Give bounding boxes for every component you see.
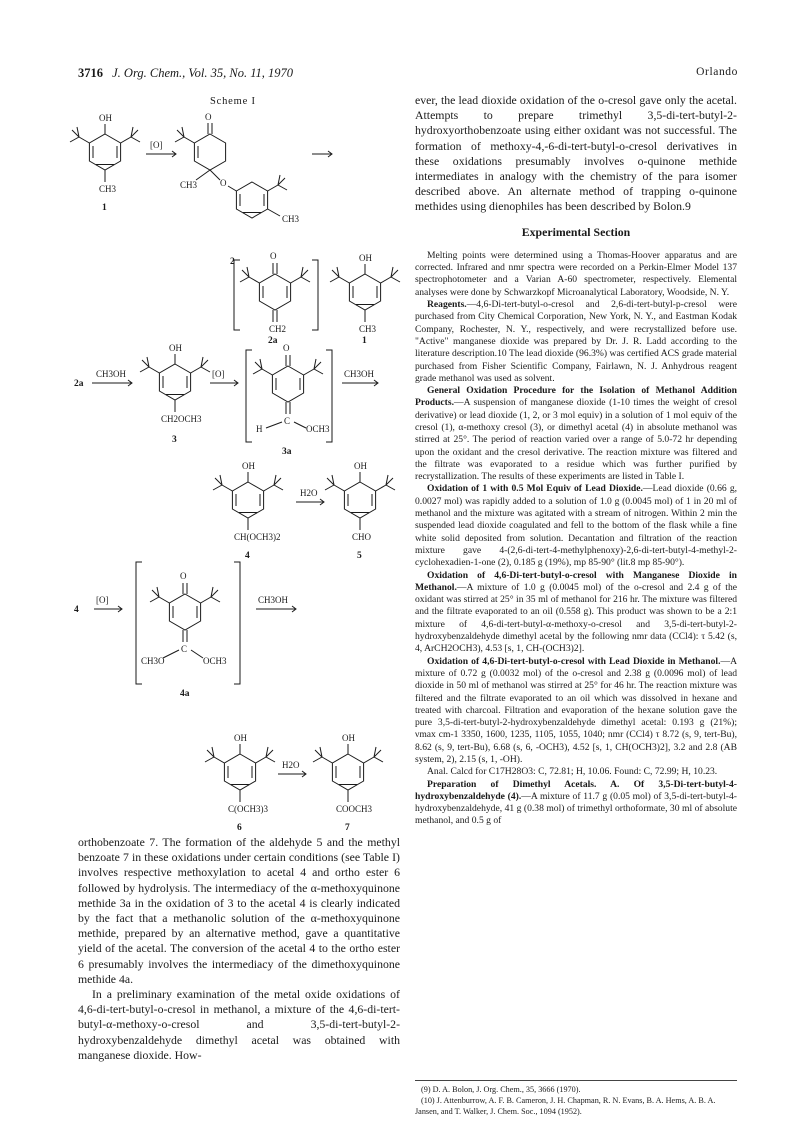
analysis-paragraph: Anal. Calcd for C17H28O3: C, 72.81; H, 10.06. Found: C, 72.99; H, 10.23. [427,766,718,778]
label-compound-2: 2 [230,257,235,267]
svg-text:CH2OCH3: CH2OCH3 [161,414,202,424]
run-in-heading: Reagents. [427,299,467,311]
experimental-paragraph: Preparation of Dimethyl Acetals. A. Of 3,5-Di-tert-butyl-4-hydroxybenzaldehyde (4).—A mixture of 11.7 g (0.05 mol) of 3,5-di-tert-butyl-4-hydroxybenzaldehyde, 41 g (0.38 mol) of trimethyl orthoformate, 30 ml of absolute methanol, and 0.5 g of [415,778,737,827]
compound-4a-structure [141,571,227,666]
svg-text:OCH3: OCH3 [203,656,227,666]
svg-text:O: O [205,112,212,122]
journal-citation: J. Org. Chem., Vol. 35, No. 11, 1970 [112,66,294,80]
run-in-heading: Oxidation of 1 with 0.5 Mol Equiv of Lead Dioxide. [427,483,643,495]
label-compound-6: 6 [237,823,242,832]
svg-text:OH: OH [359,253,372,263]
scheme-drawing [60,92,410,832]
experimental-paragraph: Reagents.—4,6-Di-tert-butyl-o-cresol and 2,6-di-tert-butyl-p-cresol were purchased from City Chemical Corporation, New York, N. Y., and Eastman Kodak Company, Rochester, N. Y., respectively, and were recrystallized before use. "Active" manganese dioxide was prepared by Dr. J. R. Ladd according to the literature description.10 The lead dioxide (96.3%) was certified ACS grade material purchased from Fisher Scientific Company, Fairlawn, N. J. Anhydrous reagent grade methanol was used as solvent. [415,299,737,384]
label-compound-4a: 4a [180,689,190,699]
svg-text:CH3OH: CH3OH [258,595,289,605]
experimental-paragraph: Oxidation of 4,6-Di-tert-butyl-o-cresol with Manganese Dioxide in Methanol.—A mixture of 1.0 g (0.0045 mol) of the o-cresol and 2.4 g of the oxidant was stirred at 25° in 35 ml of methanol for 216 hr. The mixture was filtered and the filtrate evaporated to an oil (0.558 g). This product was shown to be a 2:1 mixture of 4,6-di-tert-butyl-α-methoxy-o-cresol and 3,5-di-tert-butyl-2-hydroxybenzaldehyde dimethyl acetal by the following nmr data (CCl4): τ 5.42 (s, 4, ArCH2OCH3), 4.53 [s, 1, CH-(OCH3)2]. [415,569,737,655]
svg-text:CH3: CH3 [359,324,377,334]
footnotes [415,1080,737,1117]
experimental-text [415,250,737,828]
run-in-heading: Preparation of Dimethyl Acetals. A. Of 3,5-Di-tert-butyl-4-hydroxybenzaldehyde (4). [415,778,737,802]
svg-text:CH3OH: CH3OH [344,369,375,379]
compound-2a-structure [240,251,310,334]
label-compound-4: 4 [245,551,250,561]
footnote: (9) D. A. Bolon, J. Org. Chem., 35, 3666 (1970). [421,1085,581,1094]
compound-1b-structure [330,253,400,334]
svg-text:C: C [181,644,188,654]
svg-text:OH: OH [169,343,182,353]
svg-text:O: O [180,571,187,581]
experimental-paragraph: General Oxidation Procedure for the Isolation of Methanol Addition Products.—A suspension of manganese dioxide (1-10 times the weight of cresol derivative) or lead dioxide (1, 2, or 3 mol equiv) in a solution of 1 mol equiv of the cresol (1), α-methoxy cresol (3), or dimethyl acetal (4) in absolute methanol was stirred at 25°. The period of reaction varied over a range of 5.0-72 hr depending upon the oxidant and the cresol derivative. The reaction mixture was filtered and the filtrate was evaporated to a residue which was further purified by recrystallization. The results of these experiments are listed in Table I. [415,385,737,483]
svg-text:C: C [284,416,291,426]
experimental-paragraph: Oxidation of 4,6-Di-tert-butyl-o-cresol with Lead Dioxide in Methanol.—A mixture of 0.72 g (0.0032 mol) of the o-cresol and 2.38 g (0.0096 mol) of lead dioxide in 50 ml of methanol was stirred at 25° for 46 hr. The reaction mixture was filtered and the filtrate evaporated to an oil which was dissolved in hexane and treated with charcoal. Filtration and evaporation of the hexane solution gave the pure 3,5-di-tert-butyl-2-hydroxybenzaldehyde dimethyl acetal: 0.193 g (21%); νmax cm-1 3350, 1600, 1235, 1105, 1055, 1040; nmr (CCl4) τ 8.72 (s, 9, tert-Bu), 8.62 (s, 9, tert-Bu), 6.68 (s, 6, -OCH3), 4.52 [s, 1, CH(OCH3)2], 3.2 and 2.8 (AB system, 2), 2.15 (s, 1, -OH). [415,655,737,765]
compound-1-structure [70,113,140,194]
compound-3-structure [140,343,210,424]
scheme-title: Scheme I [210,96,256,107]
label-compound-2a-top: 2a [268,336,278,346]
page-header [78,66,738,82]
svg-text:[O]: [O] [212,369,225,379]
label-compound-2a-start: 2a [74,379,84,389]
compound-6-structure [205,733,275,814]
svg-text:CH3O: CH3O [141,656,165,666]
svg-text:OCH3: OCH3 [306,424,330,434]
svg-text:[O]: [O] [150,140,163,150]
svg-text:H2O: H2O [282,760,300,770]
svg-text:CH3OH: CH3OH [96,369,127,379]
label-compound-3a: 3a [282,447,292,457]
svg-text:CH(OCH3)2: CH(OCH3)2 [234,532,281,542]
compound-4-structure [213,461,283,542]
svg-text:C(OCH3)3: C(OCH3)3 [228,804,268,814]
body-paragraph: In a preliminary examination of the metal oxide oxidations of 4,6-di-tert-butyl-o-cresol in methanol, a mixture of the 4,6-di-tert-butyl-α-methoxy-o-cresol and 3,5-di-tert-butyl-2-hydroxybenzaldehyde dimethyl acetal was obtained with manganese dioxide. How- [78,987,400,1062]
svg-text:O: O [270,251,277,261]
svg-text:H: H [256,424,263,434]
svg-text:OH: OH [242,461,255,471]
label-compound-1: 1 [102,203,107,213]
run-in-heading: Oxidation of 4,6-Di-tert-butyl-o-cresol with Lead Dioxide in Methanol. [427,655,721,667]
experimental-paragraph: Melting points were determined using a Thomas-Hoover apparatus and are corrected. Infrared and nmr spectra were recorded on a Perkin-Elmer Model 137 spectrophotometer and a Varian A-60 spectrometer, respectively. Elemental analyses were done by Schwarzkopf Microanalytical Laboratory, Woodside, N. Y. [415,249,737,298]
svg-text:CH3: CH3 [99,184,117,194]
body-paragraph: orthobenzoate 7. The formation of the aldehyde 5 and the methyl benzoate 7 in these oxidations under certain conditions (see Table I) involves respective methoxylation to acetal 4 and ortho ester 6 followed by hydrolysis. The intermediacy of the α-methoxyquinone methide 3a in the oxidation of 3 to the acetal 4 is clearly indicated by the fact that a methanolic solution of the α-methoxyquinone methide, prepared by an alternative method, gave a quantitative yield of the acetal. The conversion of the acetal 4 to the ortho ester 6 presumably involves the intermediacy of the dimethoxyquinone methide 4a. [78,835,400,986]
label-compound-4-start: 4 [74,605,79,615]
section-title: Experimental Section [521,224,631,239]
svg-text:COOCH3: COOCH3 [336,804,373,814]
label-compound-3: 3 [172,435,177,445]
svg-text:OH: OH [354,461,367,471]
compound-3a-structure [253,343,330,434]
svg-text:[O]: [O] [96,595,109,605]
svg-text:CH2: CH2 [269,324,287,334]
body-paragraph: ever, the lead dioxide oxidation of the o-cresol gave only the acetal. Attempts to prepare trimethyl 3,5-di-tert-butyl-2-hydroxyorthobenzoate using either oxidant was not successful. The formation of methoxy-4,-6-di-tert-butyl-o-cresol derivatives in these oxidations presumably involves o-quinone methide intermediates in analogy with the chemistry of the para isomer described above. An alternate method of trapping o-quinone methides using dienophiles has been described by Bolon.9 [415,93,737,214]
svg-text:CHO: CHO [352,532,372,542]
svg-text:H2O: H2O [300,488,318,498]
svg-text:OH: OH [234,733,247,743]
left-column [78,835,400,1063]
reaction-scheme [60,92,410,832]
running-author: Orlando [696,66,738,78]
label-compound-5: 5 [357,551,362,561]
svg-text:O: O [283,343,290,353]
svg-text:OH: OH [342,733,355,743]
svg-text:CH3: CH3 [180,180,198,190]
svg-text:CH3: CH3 [282,214,300,224]
page-number: 3716 [78,66,103,80]
compound-2-structure [175,112,300,224]
svg-text:O: O [220,178,227,188]
compound-5-structure [325,461,395,542]
right-column [415,93,737,828]
label-compound-1b: 1 [362,336,367,346]
label-compound-7: 7 [345,823,350,832]
compound-7-structure [313,733,383,814]
svg-text:OH: OH [99,113,112,123]
run-in-heading: Oxidation of 4,6-Di-tert-butyl-o-cresol with Manganese Dioxide in Methanol. [415,569,737,593]
footnote: (10) J. Attenburrow, A. F. B. Cameron, J. H. Chapman, R. N. Evans, B. A. Hems, A. B. A. Jansen, and T. Walker, J. Chem. Soc., 1094 (1952). [415,1095,716,1116]
experimental-paragraph: Oxidation of 1 with 0.5 Mol Equiv of Lead Dioxide.—Lead dioxide (0.66 g, 0.0027 mol) was rapidly added to a solution of 1.0 g (0.0045 mol) of 1 in 20 ml of methanol and the mixture was agitated with a stream of nitrogen. Within 2 min the suspended lead dioxide coagulated and fell to the bottom of the flask while a fine white solid deposited from solution. Decantation and filtration of the reaction mixture gave 4-(2,6-di-tert-4-methylphenoxy)-2,6-di-tert-butyl-4-methyl-2-cyclohexadien-1-one (2), 0.185 g (19%), mp 85-90° (lit.8 mp 85-90°). [415,483,738,569]
run-in-heading: General Oxidation Procedure for the Isolation of Methanol Addition Products. [415,385,737,409]
